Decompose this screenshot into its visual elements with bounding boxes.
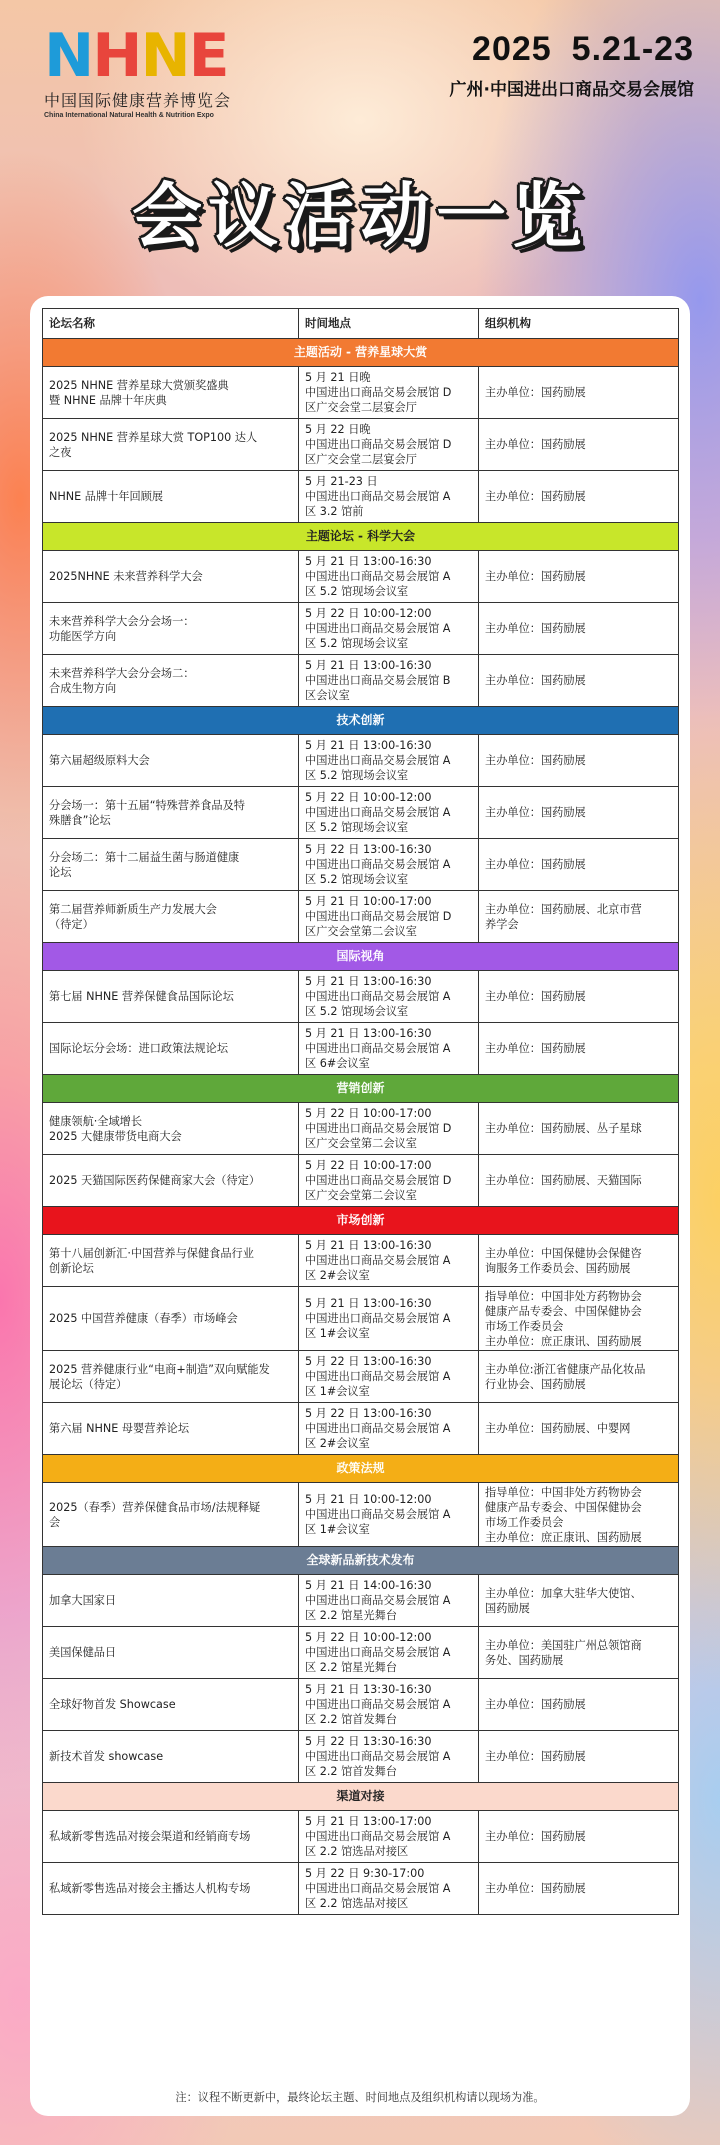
organizer-cell: 主办单位：国药励展 xyxy=(479,471,679,523)
table-row xyxy=(43,1575,679,1627)
forum-name-cell: 未来营养科学大会分会场二： 合成生物方向 xyxy=(43,655,299,707)
event-dates xyxy=(450,30,694,100)
time-place-cell: 5 月 22 日 10:00-12:00 中国进出口商品交易会展馆 A 区 2.2 馆星光舞台 xyxy=(299,1627,479,1679)
time-place-cell: 5 月 22 日 13:00-16:30 中国进出口商品交易会展馆 A 区 1#会议室 xyxy=(299,1351,479,1403)
table-row xyxy=(43,1103,679,1155)
time-place-cell: 5 月 22 日 10:00-17:00 中国进出口商品交易会展馆 D 区广交会堂第二会议室 xyxy=(299,1155,479,1207)
table-row xyxy=(43,1627,679,1679)
organizer-cell: 主办单位:浙江省健康产品化妆品 行业协会、国药励展 xyxy=(479,1351,679,1403)
table-row xyxy=(43,603,679,655)
section-header-row xyxy=(43,1075,679,1103)
time-place-cell: 5 月 22 日 9:30-17:00 中国进出口商品交易会展馆 A 区 2.2 馆选品对接区 xyxy=(299,1863,479,1915)
forum-name-cell: 2025 天猫国际医药保健商家大会（待定） xyxy=(43,1155,299,1207)
table-row xyxy=(43,1863,679,1915)
organizer-cell: 主办单位：国药励展 xyxy=(479,735,679,787)
time-place-cell: 5 月 21 日 10:00-12:00 中国进出口商品交易会展馆 A 区 1#会议室 xyxy=(299,1483,479,1547)
table-row xyxy=(43,735,679,787)
time-place-cell: 5 月 22 日 10:00-12:00 中国进出口商品交易会展馆 A 区 5.2 馆现场会议室 xyxy=(299,603,479,655)
section-header-row xyxy=(43,1547,679,1575)
organizer-cell: 主办单位：国药励展 xyxy=(479,1863,679,1915)
organizer-cell: 主办单位：国药励展 xyxy=(479,1811,679,1863)
organizer-cell: 主办单位：国药励展 xyxy=(479,787,679,839)
logo-wordmark xyxy=(44,21,231,91)
table-row xyxy=(43,891,679,943)
footnote: 注：议程不断更新中，最终论坛主题、时间地点及组织机构请以现场为准。 xyxy=(175,2091,545,2104)
organizer-cell: 主办单位：加拿大驻华大使馆、 国药励展 xyxy=(479,1575,679,1627)
organizer-cell: 主办单位：国药励展 xyxy=(479,655,679,707)
forum-name-cell: 新技术首发 showcase xyxy=(43,1731,299,1783)
table-row xyxy=(43,655,679,707)
forum-name-cell: 第六届 NHNE 母婴营养论坛 xyxy=(43,1403,299,1455)
organizer-cell: 主办单位：国药励展 xyxy=(479,1731,679,1783)
section-header-row xyxy=(43,339,679,367)
forum-name-cell: 2025 中国营养健康（春季）市场峰会 xyxy=(43,1287,299,1351)
table-row xyxy=(43,787,679,839)
organizer-cell: 指导单位：中国非处方药物协会 健康产品专委会、中国保健协会 市场工作委员会 主办单位：庶正康讯、国药励展 xyxy=(479,1483,679,1547)
time-place-cell: 5 月 21 日 13:00-16:30 中国进出口商品交易会展馆 A 区 5.2 馆现场会议室 xyxy=(299,735,479,787)
logo-letter-4: E xyxy=(188,21,228,91)
organizer-cell: 主办单位：国药励展、天猫国际 xyxy=(479,1155,679,1207)
header-organizer: 组织机构 xyxy=(479,309,679,339)
forum-name-cell: 私域新零售选品对接会主播达人机构专场 xyxy=(43,1863,299,1915)
event-year: 2025 xyxy=(472,30,552,68)
time-place-cell: 5 月 21 日 13:00-16:30 中国进出口商品交易会展馆 B 区会议室 xyxy=(299,655,479,707)
organizer-cell: 主办单位：国药励展 xyxy=(479,551,679,603)
section-title: 主题活动 - 营养星球大赏 xyxy=(43,339,679,367)
forum-name-cell: 美国保健品日 xyxy=(43,1627,299,1679)
time-place-cell: 5 月 21 日晚 中国进出口商品交易会展馆 D 区广交会堂二层宴会厅 xyxy=(299,367,479,419)
forum-name-cell: 健康领航·全域增长 2025 大健康带货电商大会 xyxy=(43,1103,299,1155)
table-row xyxy=(43,839,679,891)
header-time-place: 时间地点 xyxy=(299,309,479,339)
organizer-cell: 主办单位：国药励展 xyxy=(479,1023,679,1075)
event-venue: 广州·中国进出口商品交易会展馆 xyxy=(449,80,694,100)
organizer-cell: 主办单位：国药励展、北京市营 养学会 xyxy=(479,891,679,943)
section-title: 国际视角 xyxy=(43,943,679,971)
forum-name-cell: 第七届 NHNE 营养保健食品国际论坛 xyxy=(43,971,299,1023)
forum-name-cell: 2025 营养健康行业“电商+制造”双向赋能发 展论坛（待定） xyxy=(43,1351,299,1403)
organizer-cell: 指导单位：中国非处方药物协会 健康产品专委会、中国保健协会 市场工作委员会 主办单位：庶正康讯、国药励展 xyxy=(479,1287,679,1351)
table-row xyxy=(43,971,679,1023)
organizer-cell: 主办单位：国药励展、丛子星球 xyxy=(479,1103,679,1155)
time-place-cell: 5 月 22 日晚 中国进出口商品交易会展馆 D 区广交会堂二层宴会厅 xyxy=(299,419,479,471)
section-header-row xyxy=(43,523,679,551)
agenda-card xyxy=(30,296,690,2116)
section-title: 营销创新 xyxy=(43,1075,679,1103)
table-row xyxy=(43,551,679,603)
table-row xyxy=(43,1235,679,1287)
table-row xyxy=(43,1287,679,1351)
forum-name-cell: 分会场一：第十五届“特殊营养食品及特 殊膳食”论坛 xyxy=(43,787,299,839)
event-date-range: 5.21-23 xyxy=(571,30,694,68)
time-place-cell: 5 月 21 日 13:30-16:30 中国进出口商品交易会展馆 A 区 2.2 馆首发舞台 xyxy=(299,1679,479,1731)
page-title: 会议活动一览 xyxy=(132,175,588,257)
section-title: 渠道对接 xyxy=(43,1783,679,1811)
forum-name-cell: 全球好物首发 Showcase xyxy=(43,1679,299,1731)
time-place-cell: 5 月 22 日 10:00-12:00 中国进出口商品交易会展馆 A 区 5.2 馆现场会议室 xyxy=(299,787,479,839)
logo-letter-3: N xyxy=(140,21,189,91)
time-place-cell: 5 月 21 日 13:00-16:30 中国进出口商品交易会展馆 A 区 1#会议室 xyxy=(299,1287,479,1351)
organizer-cell: 主办单位：国药励展 xyxy=(479,419,679,471)
table-row xyxy=(43,1483,679,1547)
forum-name-cell: 加拿大国家日 xyxy=(43,1575,299,1627)
table-row xyxy=(43,1731,679,1783)
table-row xyxy=(43,1679,679,1731)
table-row xyxy=(43,1403,679,1455)
time-place-cell: 5 月 21 日 13:00-16:30 中国进出口商品交易会展馆 A 区 5.2 馆现场会议室 xyxy=(299,551,479,603)
forum-name-cell: 分会场二：第十二届益生菌与肠道健康 论坛 xyxy=(43,839,299,891)
time-place-cell: 5 月 21 日 13:00-16:30 中国进出口商品交易会展馆 A 区 6#会议室 xyxy=(299,1023,479,1075)
organizer-cell: 主办单位：国药励展 xyxy=(479,971,679,1023)
header-forum-name: 论坛名称 xyxy=(43,309,299,339)
forum-name-cell: 2025 NHNE 营养星球大赏颁奖盛典 暨 NHNE 品牌十年庆典 xyxy=(43,367,299,419)
forum-name-cell: NHNE 品牌十年回顾展 xyxy=(43,471,299,523)
forum-name-cell: 2025 NHNE 营养星球大赏 TOP100 达人 之夜 xyxy=(43,419,299,471)
section-header-row xyxy=(43,1783,679,1811)
logo-chinese-name: 中国国际健康营养博览会 xyxy=(44,91,232,110)
section-title: 市场创新 xyxy=(43,1207,679,1235)
table-row xyxy=(43,1811,679,1863)
forum-name-cell: 2025NHNE 未来营养科学大会 xyxy=(43,551,299,603)
section-header-row xyxy=(43,707,679,735)
time-place-cell: 5 月 22 日 10:00-17:00 中国进出口商品交易会展馆 D 区广交会堂第二会议室 xyxy=(299,1103,479,1155)
time-place-cell: 5 月 21 日 13:00-17:00 中国进出口商品交易会展馆 A 区 2.2 馆选品对接区 xyxy=(299,1811,479,1863)
organizer-cell: 主办单位：国药励展、中婴网 xyxy=(479,1403,679,1455)
forum-name-cell: 2025（春季）营养保健食品市场/法规释疑 会 xyxy=(43,1483,299,1547)
section-title: 政策法规 xyxy=(43,1455,679,1483)
time-place-cell: 5 月 21 日 13:00-16:30 中国进出口商品交易会展馆 A 区 2#会议室 xyxy=(299,1235,479,1287)
section-title: 全球新品新技术发布 xyxy=(43,1547,679,1575)
table-row xyxy=(43,367,679,419)
table-row xyxy=(43,471,679,523)
section-header-row xyxy=(43,1455,679,1483)
table-row xyxy=(43,419,679,471)
organizer-cell: 主办单位：国药励展 xyxy=(479,367,679,419)
time-place-cell: 5 月 21 日 10:00-17:00 中国进出口商品交易会展馆 D 区广交会堂第二会议室 xyxy=(299,891,479,943)
organizer-cell: 主办单位：国药励展 xyxy=(479,1679,679,1731)
table-row xyxy=(43,1351,679,1403)
organizer-cell: 主办单位：国药励展 xyxy=(479,839,679,891)
time-place-cell: 5 月 22 日 13:30-16:30 中国进出口商品交易会展馆 A 区 2.2 馆首发舞台 xyxy=(299,1731,479,1783)
nhne-logo xyxy=(44,21,232,119)
organizer-cell: 主办单位：中国保健协会保健咨 询服务工作委员会、国药励展 xyxy=(479,1235,679,1287)
agenda-body xyxy=(43,339,679,1915)
time-place-cell: 5 月 22 日 13:00-16:30 中国进出口商品交易会展馆 A 区 2#会议室 xyxy=(299,1403,479,1455)
forum-name-cell: 国际论坛分会场：进口政策法规论坛 xyxy=(43,1023,299,1075)
logo-letter-2: H xyxy=(92,21,141,91)
forum-name-cell: 第二届营养师新质生产力发展大会 （待定） xyxy=(43,891,299,943)
section-header-row xyxy=(43,943,679,971)
section-title: 技术创新 xyxy=(43,707,679,735)
time-place-cell: 5 月 21-23 日 中国进出口商品交易会展馆 A 区 3.2 馆前 xyxy=(299,471,479,523)
forum-name-cell: 第六届超级原料大会 xyxy=(43,735,299,787)
agenda-table xyxy=(42,308,679,1915)
time-place-cell: 5 月 21 日 13:00-16:30 中国进出口商品交易会展馆 A 区 5.2 馆现场会议室 xyxy=(299,971,479,1023)
logo-english-name: China International Natural Health & Nutrition Expo xyxy=(44,112,214,119)
organizer-cell: 主办单位：国药励展 xyxy=(479,603,679,655)
logo-letter-1: N xyxy=(44,21,93,91)
section-title: 主题论坛 - 科学大会 xyxy=(43,523,679,551)
organizer-cell: 主办单位：美国驻广州总领馆商 务处、国药励展 xyxy=(479,1627,679,1679)
time-place-cell: 5 月 22 日 13:00-16:30 中国进出口商品交易会展馆 A 区 5.2 馆现场会议室 xyxy=(299,839,479,891)
table-row xyxy=(43,1155,679,1207)
time-place-cell: 5 月 21 日 14:00-16:30 中国进出口商品交易会展馆 A 区 2.2 馆星光舞台 xyxy=(299,1575,479,1627)
forum-name-cell: 未来营养科学大会分会场一： 功能医学方向 xyxy=(43,603,299,655)
table-header-row xyxy=(43,309,679,339)
forum-name-cell: 第十八届创新汇·中国营养与保健食品行业 创新论坛 xyxy=(43,1235,299,1287)
forum-name-cell: 私域新零售选品对接会渠道和经销商专场 xyxy=(43,1811,299,1863)
table-row xyxy=(43,1023,679,1075)
section-header-row xyxy=(43,1207,679,1235)
